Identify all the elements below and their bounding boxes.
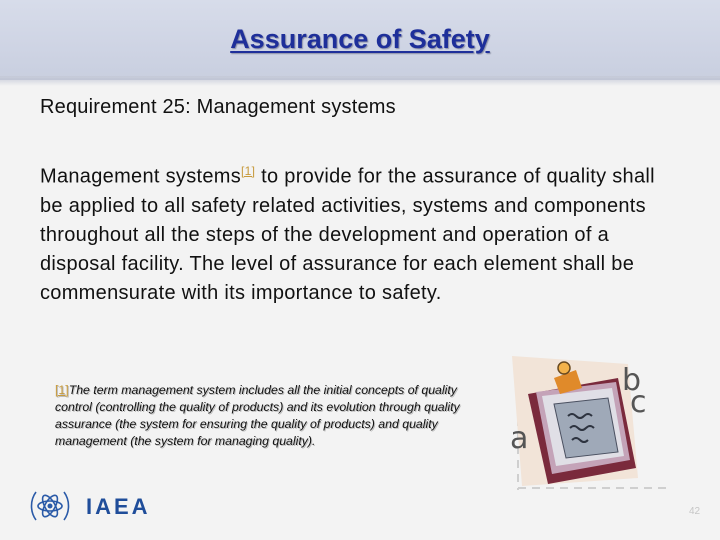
title-bar-shadow (0, 76, 720, 86)
clipart-letter-c: c (630, 385, 647, 420)
slide-title: Assurance of Safety (230, 24, 490, 54)
clipart-letter-a: a (510, 421, 529, 456)
iaea-logo-icon (28, 486, 72, 526)
footnote-reference-link[interactable]: [1] (241, 164, 256, 178)
organization-name: IAEA (86, 494, 151, 519)
checklist-clipart-icon (496, 348, 672, 494)
body-paragraph (40, 157, 680, 308)
body-text-start: Management systems (40, 165, 242, 188)
footnote-text: The term management system includes all the initial concepts of quality control (controlling the quality of products) and its evolution through quality assurance (the system for ensuring the quality of products) and quality management (the system for managing quality). (55, 383, 460, 448)
body-text-rest: to provide for the assurance of quality shall be applied to all safety related activities, systems and components throughout all the steps of the development and operation of a disposal facility. The level of assurance for each element shall be commensurate with its importance to safety. (40, 165, 655, 304)
requirement-heading: Requirement 25: Management systems (40, 96, 396, 118)
footnote-mark-link[interactable]: [1] (55, 383, 69, 397)
clipart-letter-b: b (622, 363, 642, 398)
page-number: 42 (689, 506, 701, 517)
footnote (55, 382, 475, 450)
